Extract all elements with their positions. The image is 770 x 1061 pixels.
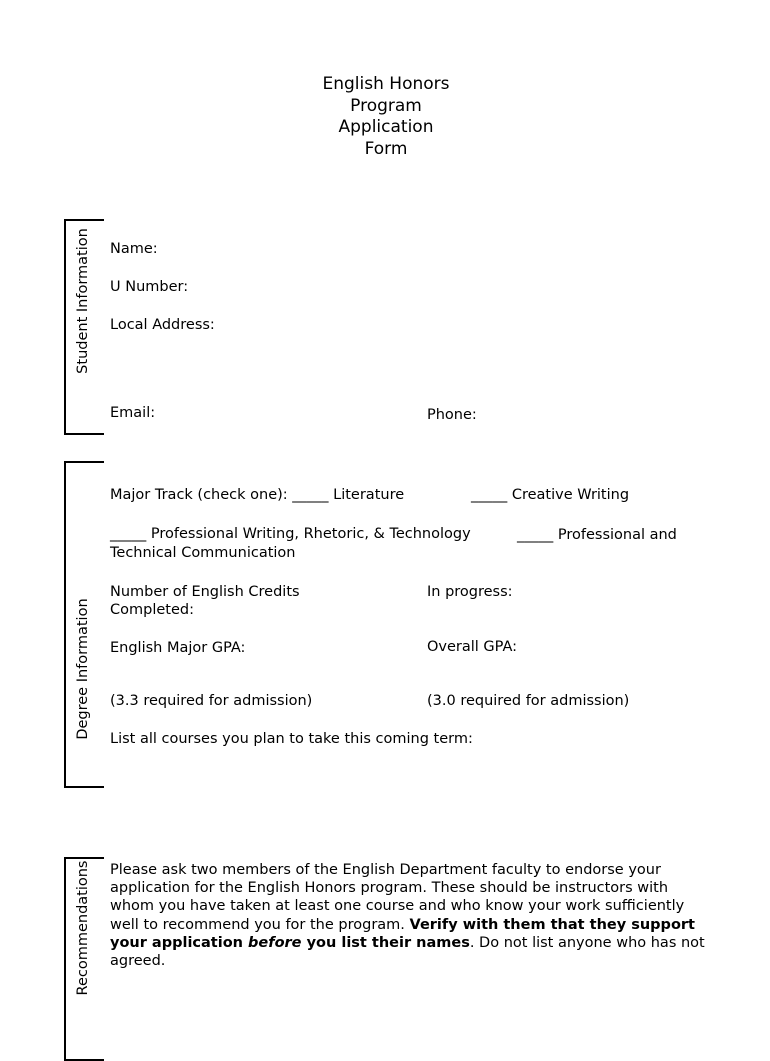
title-line: Program (350, 95, 422, 116)
title-line: English Honors (322, 74, 450, 94)
recommendations-section-label: Recommendations (75, 860, 91, 996)
instructions-text: Please ask two members of the English Department faculty to endorse your application for the English Honors program. These should be instructors with whom you have taken at least one course and who know your work sufficiently well to recommend you for the program. (110, 862, 685, 933)
degree-section-label: Degree Information (75, 598, 91, 740)
major-gpa-requirement: (3.3 required for admission) (110, 693, 313, 709)
courses-label: List all courses you plan to take this coming term: (110, 731, 473, 747)
title-line: Application (338, 117, 434, 138)
email-label: Email: (110, 405, 156, 421)
instructions-emphasis-italic: before (248, 934, 302, 951)
title-line: Form (364, 139, 408, 160)
overall-gpa-requirement: (3.0 required for admission) (427, 693, 630, 709)
overall-gpa-label: Overall GPA: (427, 639, 518, 655)
credits-label-line2: Completed: (110, 602, 194, 618)
instructions-text-end: . Do not list anyone who has not agreed. (110, 934, 705, 970)
credits-label (110, 583, 300, 619)
form-title (286, 74, 486, 161)
credits-label-line1: Number of English Credits (110, 584, 300, 600)
address-label: Local Address: (110, 317, 215, 333)
major-track-label: Major Track (check one): _____ Literature (110, 487, 405, 503)
phone-label: Phone: (427, 407, 477, 423)
ptc-option-line2: Technical Communication (110, 545, 296, 561)
ptc-option (110, 526, 710, 562)
unumber-label: U Number: (110, 279, 189, 295)
name-label: Name: (110, 241, 158, 257)
pwrt-option: _____ Professional Writing, Rhetoric, & Technology (110, 526, 471, 542)
creative-writing-option: _____ Creative Writing (471, 487, 630, 503)
recommendations-instructions (110, 861, 710, 970)
student-section-label: Student Information (75, 228, 91, 374)
ptc-option-line1: _____ Professional and (517, 527, 677, 543)
instructions-emphasis: Verify with them that they support your application before you list their names (110, 916, 695, 951)
in-progress-label: In progress: (427, 584, 513, 600)
major-gpa-label: English Major GPA: (110, 640, 246, 656)
